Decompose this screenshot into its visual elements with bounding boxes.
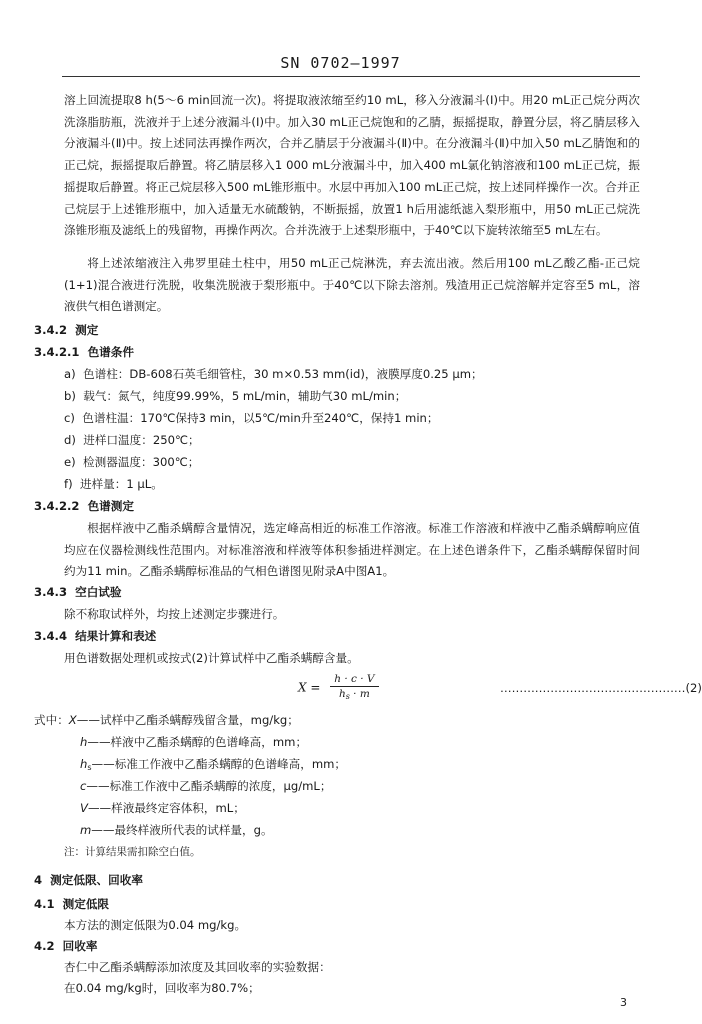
- section-3-4-3-heading: 3.4.3 空白试验: [34, 585, 122, 599]
- section-4-1-heading: 4.1 测定低限: [34, 897, 110, 911]
- legend-item: h——样液中乙酯杀螨醇的色谱峰高，mm；: [80, 735, 308, 749]
- formula-2: [298, 672, 379, 704]
- calculation-text: 用色谱数据处理机或按式(2)计算试样中乙酯杀螨醇含量。: [64, 651, 359, 665]
- cleanup-paragraph: 将上述浓缩液注入弗罗里硅土柱中，用50 mL正己烷淋洗，弃去流出液。然后用100 mL乙酸乙酯-正己烷(1+1)混合液进行洗脱，收集洗脱液于梨形瓶中。于40℃以下除去溶剂。残渣用正己烷溶解并定容至5 mL，溶液供气相色谱测定。: [64, 256, 640, 314]
- legend-item: $h_s——$标准工作液中乙酯杀螨醇的色谱峰高，mm；: [80, 757, 346, 772]
- legend-item: V——样液最终定容体积，mL；: [80, 801, 245, 815]
- section-3-4-2-1-heading: 3.4.2.1 色谱条件: [34, 345, 134, 359]
- condition-item: d) 进样口温度：250℃；: [64, 433, 200, 447]
- condition-item: f) 进样量：1 μL。: [64, 477, 163, 491]
- blank-test-text: 除不称取试样外，均按上述测定步骤进行。: [64, 607, 285, 621]
- legend-item: c——标准工作液中乙酯杀螨醇的浓度，μg/mL；: [80, 779, 332, 793]
- standard-number-header: SN 0702—1997: [280, 54, 401, 72]
- condition-item: b) 载气：氮气，纯度99.99%，5 mL/min，辅助气30 mL/min；: [64, 389, 407, 403]
- recovery-value-text: 在0.04 mg/kg时，回收率为80.7%；: [64, 981, 260, 995]
- section-3-4-4-heading: 3.4.4 结果计算和表述: [34, 629, 157, 643]
- formula-lhs: X =: [298, 680, 321, 695]
- extraction-paragraph: 溶上回流提取8 h(5～6 min回流一次)。将提取液浓缩至约10 mL，移入分液漏斗(Ⅰ)中。用20 mL正己烷分两次洗涤脂肪瓶，洗液并于上述分液漏斗(Ⅰ)中。加入30 mL正己烷饱和的乙腈，振摇提取，静置分层，将乙腈层移入分液漏斗(Ⅱ)中。按上述同法再操作两次，合并乙腈层于分液漏斗(Ⅱ)中。在分液漏斗(Ⅱ)中加入50 mL乙腈饱和的正己烷，振摇提取后静置。将乙腈层移入1 000 mL分液漏斗中，加入400 mL氯化钠溶液和100 mL正己烷，振摇提取后静置。将正己烷层移入500 mL锥形瓶中。水层中再加入100 mL正己烷，按上述同样操作一次。合并正己烷层于上述锥形瓶中，加入适量无水硫酸钠，不断振摇，放置1 h后用滤纸滤入梨形瓶中，用50 mL正己烷洗涤锥形瓶及滤纸上的残留物，再操作两次。合并洗液于上述梨形瓶中，于40℃以下旋转浓缩至5 mL左右。: [64, 93, 640, 238]
- formula-fraction: [330, 672, 378, 704]
- legend-item: m——最终样液所代表的试样量，g。: [80, 823, 273, 837]
- equation-number: …………………………………………(2): [500, 681, 702, 695]
- section-4-2-heading: 4.2 回收率: [34, 939, 98, 953]
- chromatography-measurement-paragraph: 根据样液中乙酯杀螨醇含量情况，选定峰高相近的标准工作溶液。标准工作溶液和样液中乙酯杀螨醇响应值均应在仪器检测线性范围内。对标准溶液和样液等体积参插进样测定。在上述色谱条件下，乙酯杀螨醇保留时间约为11 min。乙酯杀螨醇标准品的气相色谱图见附录A中图A1。: [64, 521, 640, 579]
- legend-item: 式中：X——试样中乙酯杀螨醇残留含量，mg/kg；: [34, 713, 299, 727]
- section-3-4-2-2-heading: 3.4.2.2 色谱测定: [34, 499, 134, 513]
- page-number: 3: [620, 996, 627, 1009]
- formula-denominator: $h_s \cdot m$: [338, 688, 370, 701]
- condition-item: a) 色谱柱：DB-608石英毛细管柱，30 m×0.53 mm(id)，液膜厚度0.25 μm；: [64, 367, 483, 381]
- section-3-4-2-heading: 3.4.2 测定: [34, 323, 99, 337]
- condition-item: c) 色谱柱温：170℃保持3 min，以5℃/min升至240℃，保持1 min；: [64, 411, 439, 425]
- detection-limit-text: 本方法的测定低限为0.04 mg/kg。: [64, 918, 247, 932]
- calculation-note: 注：计算结果需扣除空白值。: [64, 846, 201, 858]
- section-4-heading: 4 测定低限、回收率: [34, 873, 143, 887]
- condition-item: e) 检测器温度：300℃；: [64, 455, 200, 469]
- recovery-intro-text: 杏仁中乙酯杀螨醇添加浓度及其回收率的实验数据：: [64, 960, 331, 974]
- header-rule: [62, 76, 640, 77]
- formula-numerator: h · c · V: [330, 672, 378, 687]
